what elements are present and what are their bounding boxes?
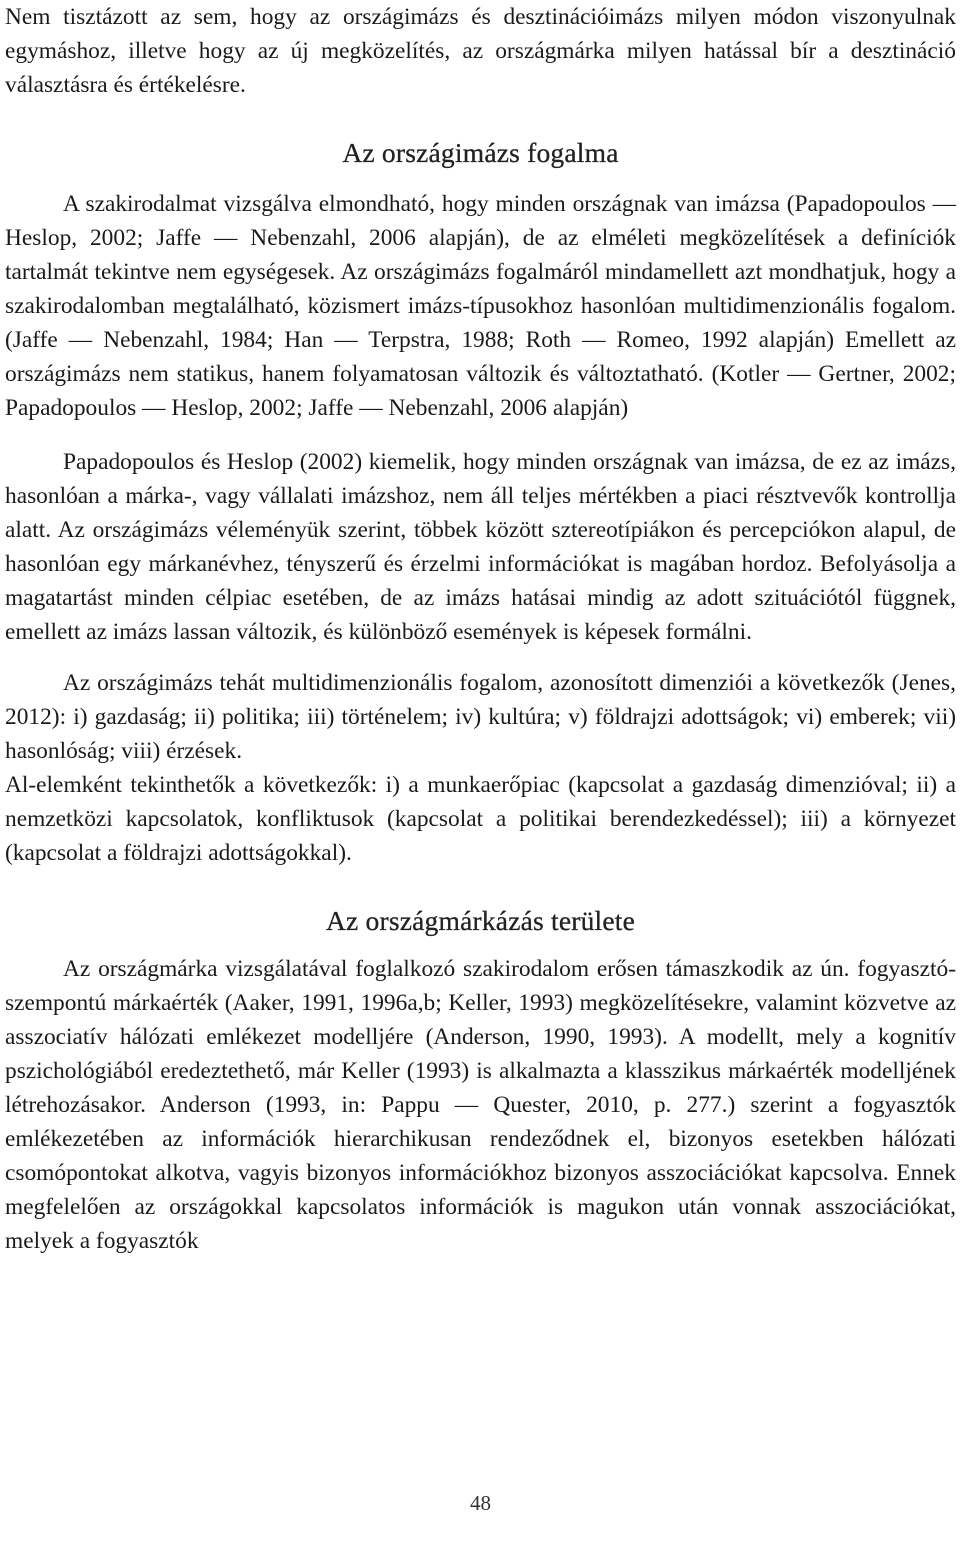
paragraph-spacer (5, 425, 956, 445)
paragraph-country-brand: Az országmárka vizsgálatával foglalkozó szakirodalom erősen támaszkodik az ún. fogyasztó-szempontú márkaérték (Aaker, 1991, 1996a,b; Keller, 1993) megközelítésekre, valamint közvetve az asszociatív hálózati emlékezet modelljére (Anderson, 1990, 1993). A modellt, mely a kognitív pszichológiából eredeztethető, már Keller (1993) is alkalmazta a klasszikus márkaérték modelljének létrehozásakor. Anderson (1993, in: Pappu ― Quester, 2010, p. 277.) szerint a fogyasztók emlékezetében az információk hierarchikusan rendeződnek el, bizonyos esetekben hálózati csomópontokat alkotva, vagyis bizonyos információkhoz bizonyos asszociációkat kapcsolva. Ennek megfelelően az országokkal kapcsolatos információk is magukon után vonnak asszociációkat, melyek a fogyasztók (5, 956, 956, 1254)
paragraph-spacer (5, 649, 956, 666)
paragraph-dimensions: Az országimázs tehát multidimenzionális fogalom, azonosított dimenziói a következők (Jenes, 2012): i) gazdaság; ii) politika; iii) történelem; iv) kultúra; v) földrajzi adottságok; vi) emberek; vii) hasonlóság; viii) érzések. (5, 670, 956, 764)
document-page (5, 0, 956, 1543)
paragraph-subelements: Al-elemként tekinthetők a következők: i) a munkaerőpiac (kapcsolat a gazdaság dimenzióval; ii) a nemzetközi kapcsolatok, konfliktusok (kapcsolat a politikai berendezkedéssel); iii) a környezet (kapcsolat a földrajzi adottságokkal). (5, 772, 956, 866)
paragraph-definition: A szakirodalmat vizsgálva elmondható, hogy minden országnak van imázsa (Papadopoulos ― Heslop, 2002; Jaffe ― Nebenzahl, 2006 alapján), de az elméleti megközelítések a definíciók tartalmát tekintve nem egységesek. Az országimázs fogalmáról mindamellett azt mondhatjuk, hogy a szakirodalomban megtalálható, közismert imázs-típusokhoz hasonlóan multidimenzionális fogalom. (Jaffe ― Nebenzahl, 1984; Han ― Terpstra, 1988; Roth ― Romeo, 1992 alapján) Emellett az országimázs nem statikus, hanem folyamatosan változik és változtatható. (Kotler ― Gertner, 2002; Papadopoulos ― Heslop, 2002; Jaffe ― Nebenzahl, 2006 alapján) (5, 191, 956, 421)
paragraph-papadopoulos: Papadopoulos és Heslop (2002) kiemelik, hogy minden országnak van imázsa, de ez az imázs, hasonlóan a márka-, vagy vállalati imázshoz, nem áll teljes mértékben a piaci résztvevők kontrollja alatt. Az országimázs véleményük szerint, többek között sztereotípiákon és percepciókon alapul, de hasonlóan egy márkanévhez, tényszerű és érzelmi információkat is magában hordoz. Befolyásolja a magatartást minden célpiac esetében, de az imázs hatásai mindig az adott szituációtól függnek, emellett az imázs lassan változik, és különböző események is képesek formálni. (5, 449, 956, 645)
paragraph-intro: Nem tisztázott az sem, hogy az országimázs és desztinációimázs milyen módon viszonyulnak egymáshoz, illetve hogy az új megközelítés, az országmárka milyen hatással bír a desztináció választásra és értékelésre. (5, 4, 956, 98)
section-heading-orszagimazs: Az országimázs fogalma (342, 137, 619, 168)
section-heading-orszagmarkazas: Az országmárkázás területe (325, 905, 636, 936)
page-number: 48 (470, 1491, 491, 1515)
